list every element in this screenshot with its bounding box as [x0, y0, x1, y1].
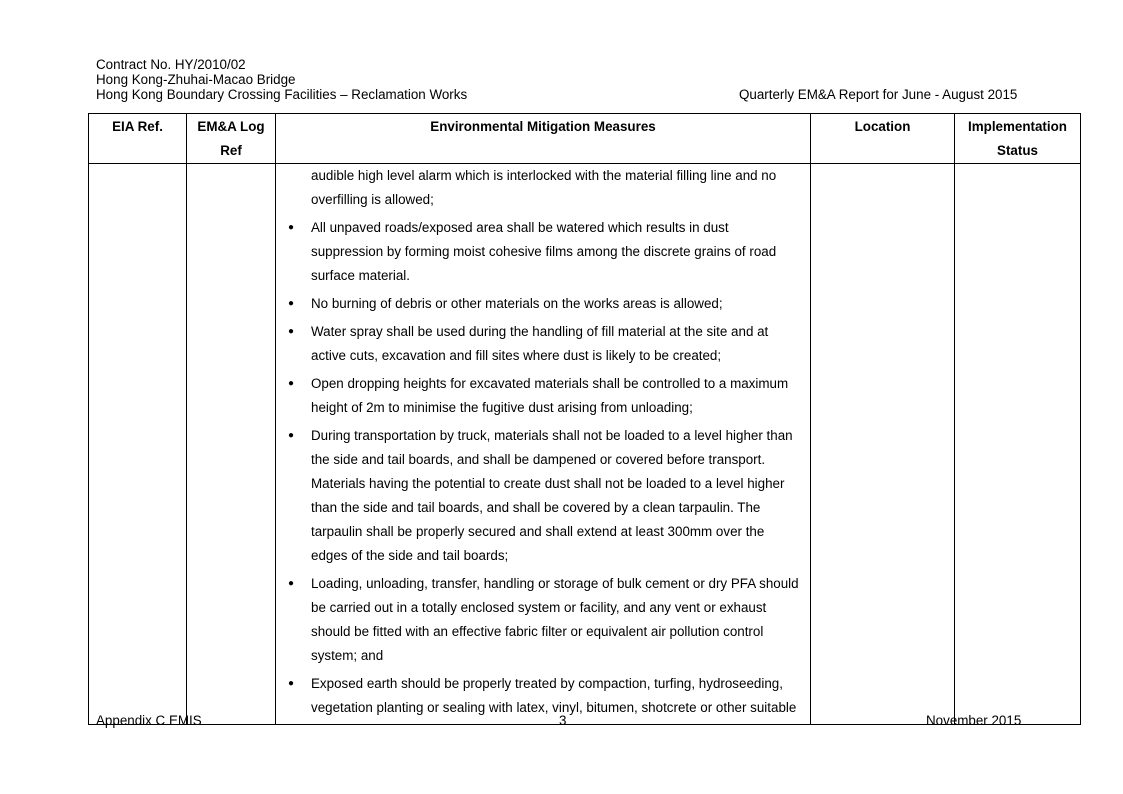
bullet-icon: ● [288, 298, 295, 309]
col-header-eia-ref: EIA Ref. [89, 114, 187, 164]
measure-item: ● Open dropping heights for excavated materials shall be controlled to a maximum height of 2m to minimise the fugitive dust arising from unloading; [276, 372, 810, 420]
table-row [89, 164, 1081, 725]
col-header-location: Location [811, 114, 955, 164]
bullet-icon: ● [288, 678, 295, 689]
contract-number: Contract No. HY/2010/02 [96, 57, 246, 72]
mitigation-measures-table [88, 113, 1081, 725]
works-title: Hong Kong Boundary Crossing Facilities – Reclamation Works [96, 87, 468, 102]
measure-continuation: audible high level alarm which is interlocked with the material filling line and no overfilling is allowed; [311, 168, 777, 207]
col-header-measures: Environmental Mitigation Measures [276, 114, 811, 164]
cell-eia-ref [89, 164, 187, 725]
measure-item: ● All unpaved roads/exposed area shall be watered which results in dust suppression by forming moist cohesive films among the discrete grains of road surface material. [276, 216, 810, 288]
measure-item: ● Exposed earth should be properly treated by compaction, turfing, hydroseeding, vegetation planting or sealing with latex, vinyl, bitumen, shotcrete or other suitable [276, 672, 810, 720]
bullet-icon: ● [288, 430, 295, 441]
table-header-row [89, 114, 1081, 164]
bullet-icon: ● [288, 326, 295, 337]
bullet-icon: ● [288, 578, 295, 589]
measure-item: ● Water spray shall be used during the handling of fill material at the site and at active cuts, excavation and fill sites where dust is likely to be created; [276, 320, 810, 368]
project-name: Hong Kong-Zhuhai-Macao Bridge [96, 72, 296, 87]
footer-appendix: Appendix C EMIS [96, 713, 202, 728]
bullet-icon: ● [288, 378, 295, 389]
col-header-implementation-status: Implementation Status [955, 114, 1081, 164]
bullet-icon: ● [288, 222, 295, 233]
footer-page-number: 3 [559, 713, 567, 728]
cell-location [811, 164, 955, 725]
page-header [96, 57, 467, 102]
measure-item: ● Loading, unloading, transfer, handling or storage of bulk cement or dry PFA should be carried out in a totally enclosed system or facility, and any vent or exhaust should be fitted with an effective fabric filter or equivalent air pollution control system; and [276, 572, 810, 668]
col-header-ema-log-ref: EM&A Log Ref [187, 114, 276, 164]
report-title: Quarterly EM&A Report for June - August 2015 [739, 87, 1018, 102]
footer-date: November 2015 [926, 713, 1022, 728]
measure-item: ● During transportation by truck, materials shall not be loaded to a level higher than the side and tail boards, and shall be dampened or covered before transport. Materials having the potential to create dust shall not be loaded to a level higher than the side and tail boards, and shall be covered by a clean tarpaulin. The tarpaulin shall be properly secured and shall extend at least 300mm over the edges of the side and tail boards; [276, 424, 810, 568]
cell-ema-log-ref [187, 164, 276, 725]
measure-item: ● No burning of debris or other materials on the works areas is allowed; [276, 292, 810, 316]
cell-measures [276, 164, 811, 725]
cell-implementation-status [955, 164, 1081, 725]
